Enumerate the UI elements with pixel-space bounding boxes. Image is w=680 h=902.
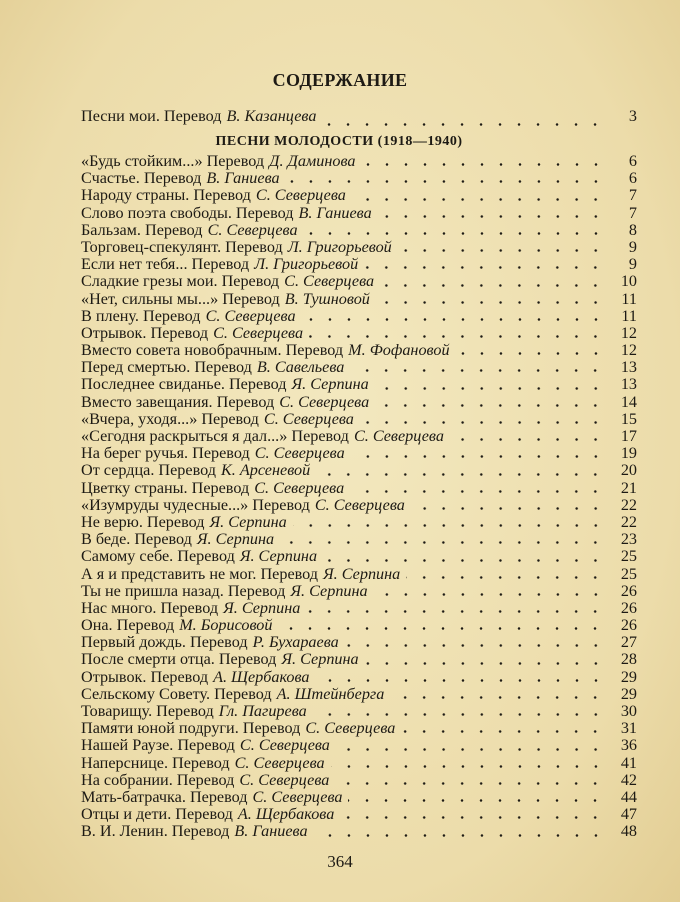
entry-title: Перед смертью. Перевод (81, 358, 252, 377)
entry-page: 22 (620, 512, 637, 531)
dot-leader (350, 490, 605, 493)
entry-translator: А. Штейнберга (276, 684, 385, 703)
entry-translator: С. Северцева (207, 220, 298, 239)
entry-title: На собрании. Перевод (81, 770, 235, 789)
dot-leader (378, 215, 605, 218)
dot-leader (352, 198, 605, 201)
entry-title: «Будь стойким...» Перевод (81, 152, 265, 170)
entry-title: Если нет тебя... Перевод (81, 255, 250, 274)
dot-leader (302, 318, 605, 321)
entry-translator: С. Северцева (263, 409, 354, 428)
entry-translator: Д. Даминова (269, 152, 356, 170)
entry-page: 27 (620, 633, 637, 652)
entry-page: 14 (620, 392, 637, 411)
entry-title: После смерти отца. Перевод (81, 650, 277, 669)
dot-leader (293, 524, 605, 527)
entry-translator: С. Северцева (284, 272, 375, 291)
entry-translator: Л. Григорьевой (254, 255, 359, 274)
entry-translator: Я. Серпина (223, 598, 301, 617)
dot-leader (375, 387, 605, 390)
toc-entry (81, 634, 637, 651)
dot-leader (350, 369, 605, 372)
entry-title: От сердца. Перевод (81, 461, 216, 480)
entry-title: Слово поэта свободы. Перевод (81, 203, 294, 222)
dot-leader (380, 284, 605, 287)
dot-leader (390, 696, 605, 699)
toc-entry (81, 359, 637, 376)
entry-translator: Я. Серпина (281, 650, 359, 669)
toc-entry (81, 514, 637, 531)
entry-page: 44 (620, 787, 637, 806)
entry-translator: С. Северцева (305, 719, 396, 738)
dot-leader (309, 335, 605, 338)
entry-translator: В. Савельева (256, 358, 345, 377)
section-heading: ПЕСНИ МОЛОДОСТИ (1918—1940) (215, 134, 463, 149)
dot-leader (348, 799, 605, 802)
entry-translator: С. Северцева (353, 427, 444, 445)
toc-entry (81, 273, 637, 290)
dot-leader (306, 610, 605, 613)
entry-translator: К. Арсеневой (221, 461, 311, 480)
entry-title: На берег ручья. Перевод (81, 444, 250, 463)
entry-title: Наперснице. Перевод (81, 753, 230, 772)
toc-entry (81, 651, 637, 668)
entry-title: А я и представить не мог. Перевод (81, 564, 319, 583)
entry-title: Нас много. Перевод (81, 598, 219, 617)
entry-title: «Изумруды чудесные...» Перевод (81, 495, 310, 514)
dot-leader (286, 180, 605, 183)
toc-entry (81, 600, 637, 617)
toc-entry (81, 376, 637, 393)
entry-page: 21 (620, 478, 637, 497)
entry-page: 31 (620, 719, 637, 738)
entry-page: 11 (621, 289, 637, 308)
toc-entry (81, 428, 637, 445)
entry-translator: Я. Серпина (290, 581, 368, 600)
toc-entry (81, 205, 637, 222)
toc-entry (81, 411, 637, 428)
entry-page: 7 (628, 186, 637, 205)
dot-leader (280, 541, 605, 544)
entry-title: Торговец-спекулянт. Перевод (81, 237, 283, 256)
dot-leader (374, 593, 605, 596)
entry-page: 29 (620, 667, 637, 686)
entry-page: 25 (620, 564, 637, 583)
dot-leader (456, 352, 605, 355)
toc-entry (81, 703, 637, 720)
entry-translator: Гл. Пагирева (218, 702, 307, 720)
entry-title: Народу страны. Перевод (81, 186, 251, 205)
dot-leader (376, 301, 605, 304)
entry-page: 17 (620, 427, 637, 445)
toc-entries (81, 153, 637, 841)
entry-page: 12 (620, 323, 637, 342)
entry-page: 19 (620, 444, 637, 463)
entry-title: Она. Перевод (81, 616, 175, 635)
entry-title: «Вчера, уходя...» Перевод (81, 409, 259, 428)
entry-page: 10 (620, 272, 637, 291)
entry-page: 42 (620, 770, 637, 789)
entry-translator: С. Северцева (205, 306, 296, 325)
entry-title: Нашей Раузе. Перевод (81, 736, 235, 755)
entry-title: В плену. Перевод (81, 306, 201, 325)
entry-title: Ты не пришла назад. Перевод (81, 581, 286, 600)
dot-leader (362, 163, 606, 166)
entry-page: 26 (620, 598, 637, 617)
dot-leader (331, 765, 605, 768)
toc-entry (81, 566, 637, 583)
entry-title: Товарищу. Перевод (81, 702, 214, 720)
entry-translator: С. Северцева (254, 478, 345, 497)
entry-page: 7 (628, 203, 637, 222)
dot-leader (304, 232, 605, 235)
toc-entry (81, 737, 637, 754)
entry-translator: А. Щербакова (237, 805, 335, 824)
toc-entry (81, 170, 637, 187)
entry-title: Не верю. Перевод (81, 512, 205, 531)
toc-entry (81, 256, 637, 273)
entry-title: Сельскому Совету. Перевод (81, 684, 272, 703)
entry-title: В беде. Перевод (81, 530, 192, 549)
entry-page: 22 (620, 495, 637, 514)
entry-page: 41 (620, 753, 637, 772)
entry-page: 23 (620, 530, 637, 549)
toc-entry (81, 325, 637, 342)
dot-leader (335, 782, 605, 785)
entry-translator: В. Тушновой (284, 289, 370, 308)
dot-leader (351, 455, 605, 458)
toc-entry (81, 497, 637, 514)
entry-translator: Я. Серпина (196, 530, 275, 549)
entry-translator: С. Северцева (314, 495, 405, 514)
entry-page: 48 (620, 822, 637, 841)
toc-entry (81, 153, 637, 170)
entry-page: 26 (620, 616, 637, 635)
toc-entry (81, 187, 637, 204)
toc-entry (81, 617, 637, 634)
entry-page: 25 (620, 547, 637, 566)
toc-entry (81, 583, 637, 600)
entry-page: 3 (628, 107, 637, 125)
entry-page: 28 (620, 650, 637, 669)
toc-entry (81, 789, 637, 806)
entry-page: 6 (628, 169, 637, 188)
entry-title: Самому себе. Перевод (81, 547, 235, 566)
entry-translator: Р. Бухараева (252, 633, 339, 652)
entry-title: Мать-батрачка. Перевод (81, 787, 248, 806)
entry-title: Вместо совета новобрачным. Перевод (81, 341, 344, 360)
dot-leader (336, 748, 605, 751)
entry-title: «Нет, сильны мы...» Перевод (81, 289, 280, 308)
page-number: 364 (327, 852, 353, 871)
entry-translator: Я. Серпина (239, 547, 318, 566)
entry-title: Отцы и дети. Перевод (81, 805, 233, 824)
entry-title: «Сегодня раскрыться я дал...» Перевод (81, 427, 349, 445)
toc-entry (81, 239, 637, 256)
dot-leader (450, 438, 605, 441)
dot-leader (345, 644, 605, 647)
toc-entry (81, 394, 637, 411)
entry-page: 9 (628, 237, 637, 256)
entry-page: 36 (620, 736, 637, 755)
toc-entry (81, 531, 637, 548)
toc-entry (81, 445, 637, 462)
toc-entry (81, 222, 637, 239)
entry-page: 20 (620, 461, 637, 480)
entry-translator: С. Северцева (254, 444, 345, 463)
page-title: СОДЕРЖАНИЕ (272, 70, 408, 90)
entry-title: Цветку страны. Перевод (81, 478, 250, 497)
entry-page: 15 (620, 409, 637, 428)
entry-translator: В. Ганиева (234, 822, 308, 841)
toc-entry (81, 806, 637, 823)
dot-leader (278, 627, 605, 630)
entry-page: 30 (620, 702, 637, 720)
toc-entry (81, 720, 637, 737)
table-of-contents (81, 108, 637, 841)
dot-leader (375, 404, 605, 407)
entry-page: 47 (620, 805, 637, 824)
dot-leader (360, 421, 605, 424)
toc-entry-intro (81, 108, 637, 130)
entry-title: Отрывок. Перевод (81, 323, 209, 342)
entry-title: Бальзам. Перевод (81, 220, 203, 239)
entry-translator: Я. Серпина (291, 375, 369, 394)
dot-leader (406, 576, 605, 579)
toc-entry (81, 669, 637, 686)
entry-title: Первый дождь. Перевод (81, 633, 248, 652)
entry-title: Сладкие грезы мои. Перевод (81, 272, 280, 291)
entry-translator: В. Ганиева (206, 169, 280, 188)
dot-leader (313, 713, 605, 716)
entry-page: 26 (620, 581, 637, 600)
entry-translator: С. Северцева (279, 392, 370, 411)
toc-entry (81, 462, 637, 479)
toc-entry (81, 823, 637, 840)
entry-title: Вместо завещания. Перевод (81, 392, 275, 411)
dot-leader (364, 266, 605, 269)
entry-title: Счастье. Перевод (81, 169, 202, 188)
entry-translator: С. Северцева (234, 753, 325, 772)
entry-translator: М. Борисовой (179, 616, 273, 635)
dot-leader (398, 249, 605, 252)
entry-page: 13 (620, 358, 637, 377)
toc-entry (81, 480, 637, 497)
dot-leader (322, 123, 605, 126)
entry-translator: Л. Григорьевой (287, 237, 392, 256)
entry-translator: С. Северцева (239, 770, 330, 789)
toc-entry (81, 342, 637, 359)
entry-translator: Я. Серпина (209, 512, 287, 531)
toc-entry (81, 686, 637, 703)
dot-leader (314, 834, 605, 837)
toc-entry (81, 755, 637, 772)
entry-translator: В. Казанцева (226, 107, 317, 125)
toc-entry (81, 548, 637, 565)
entry-title: Памяти юной подруги. Перевод (81, 719, 301, 738)
entry-page: 11 (621, 306, 637, 325)
entry-title: Последнее свиданье. Перевод (81, 375, 287, 394)
entry-translator: М. Фофановой (348, 341, 450, 360)
entry-title: В. И. Ленин. Перевод (81, 822, 230, 841)
dot-leader (323, 559, 605, 562)
entry-title: Песни мои. Перевод (81, 107, 222, 125)
entry-page: 12 (620, 341, 637, 360)
entry-page: 9 (628, 255, 637, 274)
entry-translator: С. Северцева (255, 186, 346, 205)
dot-leader (411, 507, 605, 510)
entry-page: 8 (628, 220, 637, 239)
entry-page: 29 (620, 684, 637, 703)
entry-translator: С. Северцева (252, 787, 343, 806)
entry-translator: В. Ганиева (298, 203, 372, 222)
entry-title: Отрывок. Перевод (81, 667, 209, 686)
dot-leader (316, 679, 605, 682)
dot-leader (316, 473, 605, 476)
entry-translator: С. Северцева (213, 323, 304, 342)
toc-entry (81, 772, 637, 789)
entry-translator: А. Щербакова (213, 667, 310, 686)
toc-entry (81, 308, 637, 325)
entry-page: 13 (620, 375, 637, 394)
dot-leader (340, 816, 605, 819)
toc-entry (81, 291, 637, 308)
entry-page: 6 (628, 152, 637, 170)
entry-translator: Я. Серпина (323, 564, 401, 583)
dot-leader (365, 662, 605, 665)
entry-translator: С. Северцева (239, 736, 330, 755)
dot-leader (401, 730, 605, 733)
